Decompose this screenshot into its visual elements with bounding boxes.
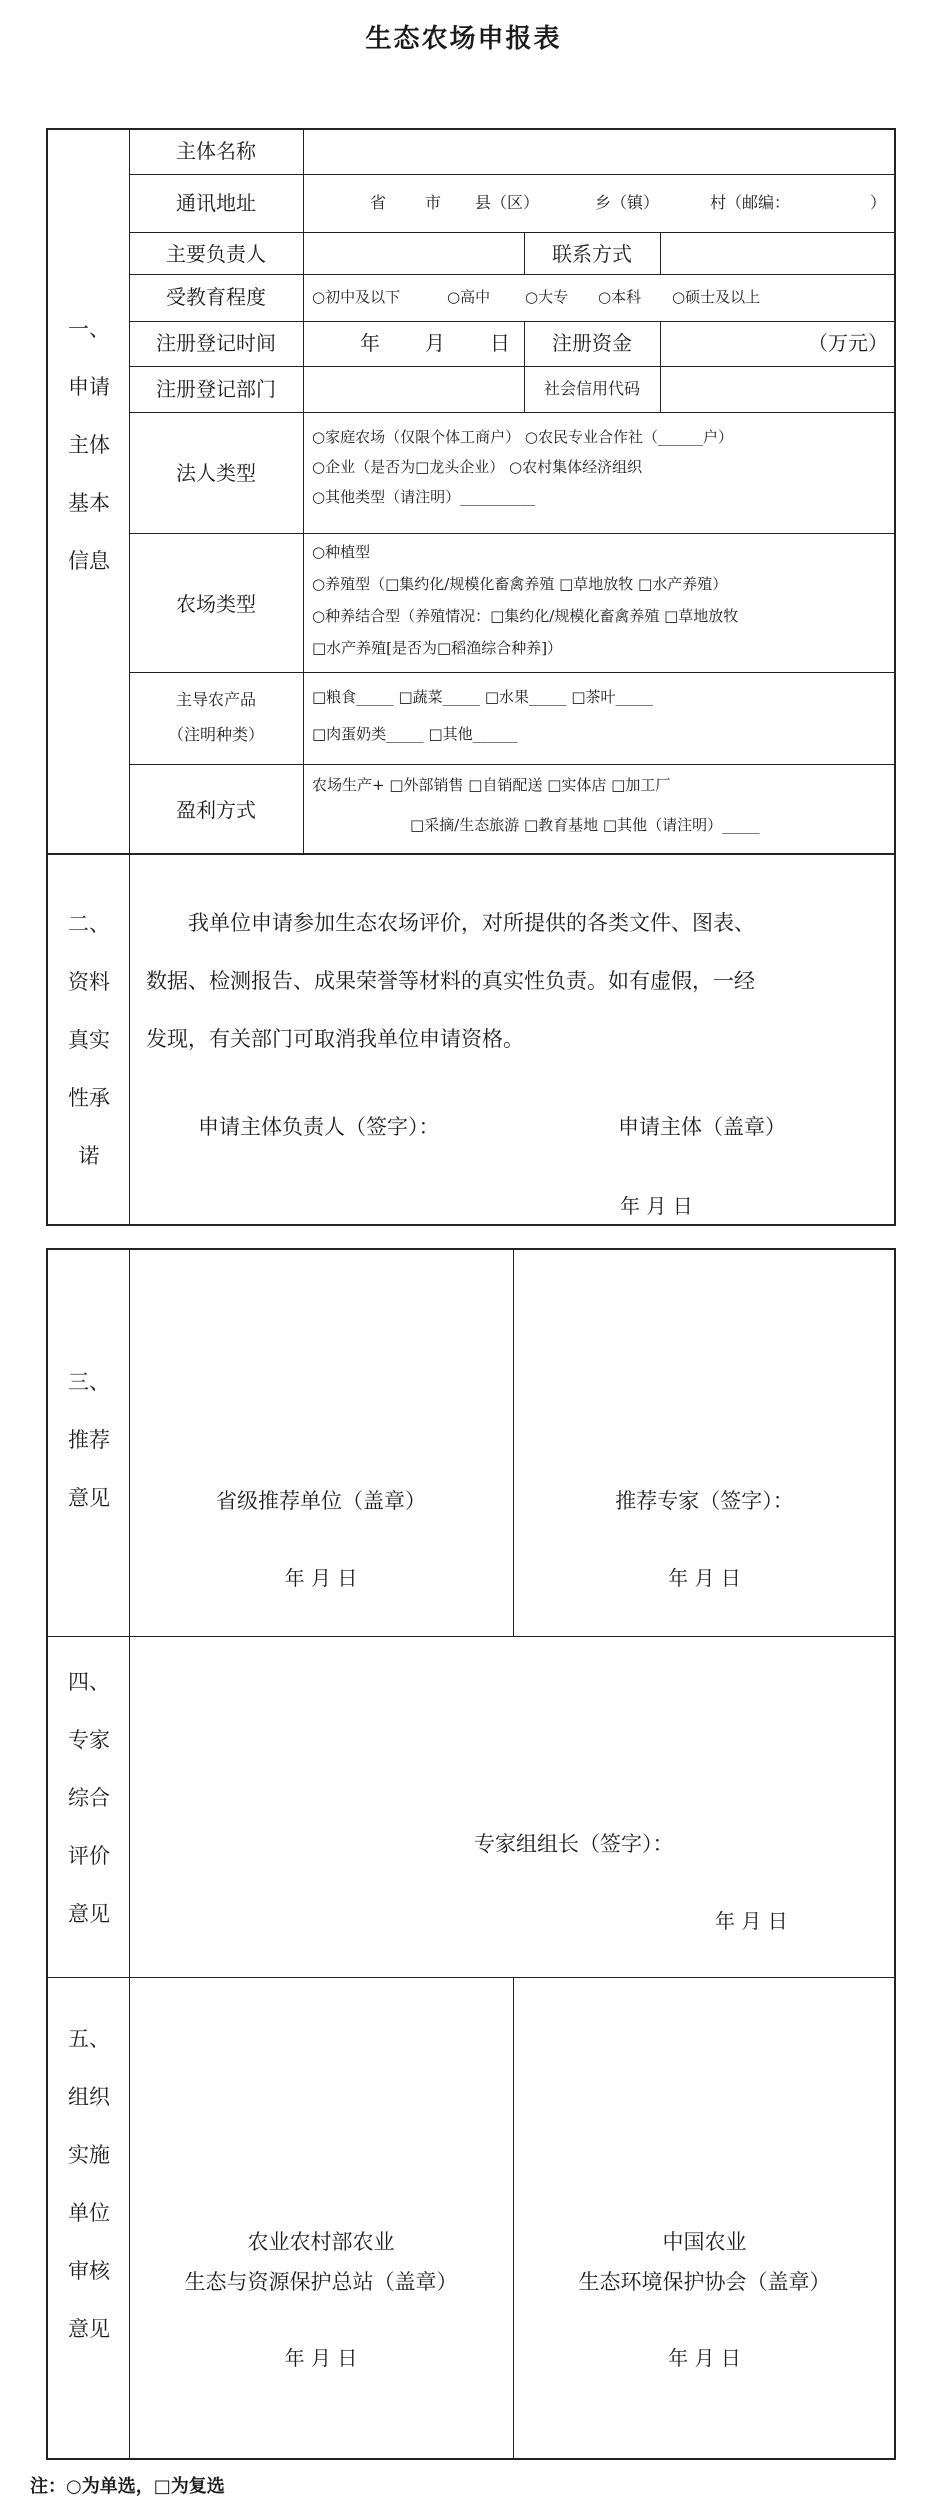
legal-option-line[interactable]: ○企业（是否为□龙头企业） ○农村集体经济组织 [312, 458, 643, 476]
profit-option-line[interactable]: 农场生产+ □外部销售 □自销配送 □实体店 □加工厂 [312, 776, 671, 794]
address-town: 乡（镇） [595, 193, 660, 212]
association-stamp: 生态环境保护协会（盖章） [578, 2270, 831, 2294]
label-product: 主导农产品 [175, 690, 256, 709]
applicant-signature: 申请主体负责人（签字）： [198, 1115, 440, 1139]
farm-option-line[interactable]: □水产养殖[是否为□稻渔综合种养]） [312, 639, 563, 657]
section3-label: 三、 推荐 意见 [68, 1370, 110, 1510]
footnote: 注：○为单选，□为复选 [30, 2476, 225, 2497]
farm-option-line[interactable]: ○养殖型（□集约化/规模化畜禽养殖 □草地放牧 □水产养殖） [312, 575, 728, 593]
profit-option-line[interactable]: □采摘/生态旅游 □教育基地 □其他（请注明）_____ [410, 816, 760, 834]
section2-label: 二、 资料 真实 性承 诺 [68, 912, 110, 1168]
education-opt-3[interactable]: ○大专 [525, 288, 569, 306]
address-county: 县（区） [475, 193, 540, 212]
expert-date: 年 月 日 [668, 1566, 741, 1590]
address-close: ） [870, 193, 887, 212]
capital-unit: （万元） [808, 331, 888, 355]
section5-label: 五、 组织 实施 单位 审核 意见 [68, 2027, 110, 2341]
label-name: 主体名称 [176, 139, 256, 163]
label-farm-type: 农场类型 [176, 592, 256, 616]
education-opt-1[interactable]: ○初中及以下 [312, 288, 401, 306]
reg-time-year: 年 [360, 331, 380, 355]
label-reg-time: 注册登记时间 [156, 331, 276, 355]
association-name: 中国农业 [662, 2230, 747, 2254]
product-option-line[interactable]: □肉蛋奶类_____ □其他______ [312, 725, 518, 743]
legal-option-line[interactable]: ○家庭农场（仅限个体工商户） ○农民专业合作社（______户） [312, 428, 733, 446]
education-opt-5[interactable]: ○硕士及以上 [672, 288, 761, 306]
moa-station-date: 年 月 日 [284, 2346, 358, 2370]
address-province: 省 [370, 193, 387, 212]
moa-station-stamp: 生态与资源保护总站（盖章） [184, 2270, 458, 2294]
address-village: 村（邮编： [710, 193, 791, 212]
form-title: 生态农场申报表 [365, 24, 562, 54]
recommend-expert: 推荐专家（签字）： [615, 1489, 794, 1513]
label-legal-type: 法人类型 [176, 461, 256, 485]
education-opt-2[interactable]: ○高中 [447, 288, 491, 306]
address-city: 市 [425, 193, 442, 212]
farm-option-line[interactable]: ○种植型 [312, 543, 371, 561]
applicant-stamp: 申请主体（盖章） [618, 1115, 786, 1139]
legal-option-line[interactable]: ○其他类型（请注明）__________ [312, 488, 536, 506]
province-date: 年 月 日 [284, 1566, 358, 1590]
applicant-date: 年 月 日 [620, 1194, 693, 1218]
label-contact: 联系方式 [552, 242, 632, 266]
label-education: 受教育程度 [166, 285, 266, 309]
section4-label: 四、 专家 综合 评价 意见 [68, 1670, 110, 1926]
reg-time-month: 月 [425, 331, 445, 355]
reg-time-day: 日 [490, 331, 510, 355]
province-recommender: 省级推荐单位（盖章） [216, 1489, 426, 1513]
education-opt-4[interactable]: ○本科 [598, 288, 642, 306]
label-capital: 注册资金 [552, 331, 632, 355]
section1-label: 一、 申请 主体 基本 信息 [68, 317, 110, 573]
label-profit: 盈利方式 [176, 798, 256, 822]
panel-leader-signature: 专家组组长（签字）： [474, 1832, 674, 1856]
label-reg-dept: 注册登记部门 [156, 377, 276, 401]
commitment-paragraph: 我单位申请参加生态农场评价，对所提供的各类文件、图表、 数据、检测报告、成果荣誉等材料的真实性负责。如有虚假，一经 发现，有关部门可取消我单位申请资格。 [146, 911, 755, 1051]
label-address: 通讯地址 [176, 191, 256, 215]
association-date: 年 月 日 [668, 2346, 741, 2370]
panel-date: 年 月 日 [715, 1909, 788, 1933]
label-credit-code: 社会信用代码 [543, 379, 640, 398]
label-product-note: （注明种类） [167, 725, 264, 744]
moa-station-name: 农业农村部农业 [247, 2230, 395, 2254]
product-option-line[interactable]: □粮食_____ □蔬菜_____ □水果_____ □茶叶_____ [312, 688, 653, 706]
farm-option-line[interactable]: ○种养结合型（养殖情况：□集约化/规模化畜禽养殖 □草地放牧 [312, 607, 739, 625]
label-leader: 主要负责人 [166, 242, 266, 266]
